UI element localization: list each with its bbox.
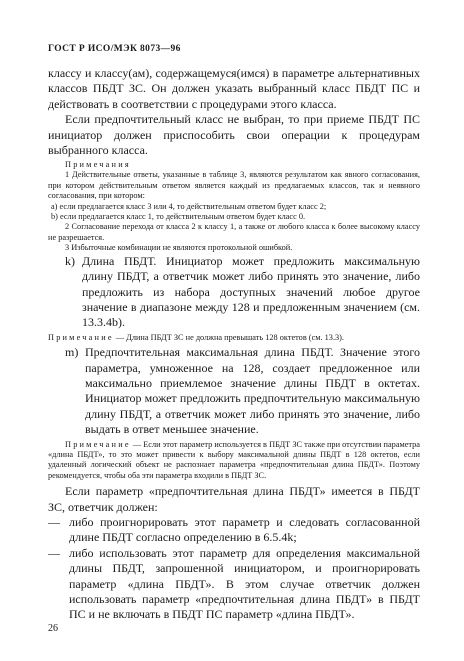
dash-item-1-text: либо проигнорировать этот параметр и следовать согласованной длине ПБДТ согласно определению в 6.5.4k; (69, 515, 420, 545)
note-1-item-a: а) если предлагается класс 3 или 4, то действительным ответом будет класс 2; (51, 201, 327, 211)
list-item-k-label: k) (65, 253, 75, 268)
note-1: 1 Действительные ответы, указанные в таблице 3, являются результатом как явного согласования, при котором действительным ответом является каждый из предлагаемых классов, так и неявного согласования, при котором: (48, 170, 420, 201)
note-m-text: — Если этот параметр используется в ПБДТ ЗС также при отсутствии параметра «длина ПБДТ», то это может привести к выбору максимальной длины ПБДТ в 128 октетов, если удаленный логический объект не распознает параметра «предпочтительная длина ПБДТ». Поэтому рекомендуется, чтобы оба эти параметра входили в ПБДТ ЗС. (48, 439, 420, 480)
document-page (48, 44, 420, 623)
list-item-m-label: m) (65, 345, 79, 360)
list-item-k (48, 254, 420, 331)
note-k (48, 333, 420, 343)
dash-item-2-marker: — (48, 545, 60, 560)
note-m-prefix: Примечание (65, 439, 131, 449)
dash-item-1 (48, 515, 420, 546)
paragraph-responder-intro: Если параметр «предпочтительная длина ПБДТ» имеется в ПБДТ ЗС, ответчик должен: (48, 484, 420, 514)
dash-item-2 (48, 546, 420, 623)
list-item-k-text: Длина ПБДТ. Инициатор может предложить максимальную длину ПБДТ, а ответчик может либо принять это значение, либо предложить из набора доступных значений любое другое значение в диапазоне между 128 и предложенным значением (см. 13.3.4b). (82, 253, 420, 330)
note-k-text: — Длина ПБДТ ЗС не должна превышать 128 октетов (см. 13.3). (113, 332, 345, 342)
note-k-prefix: Примечание (48, 332, 114, 342)
dash-item-1-marker: — (48, 515, 60, 529)
notes-heading: Примечания (65, 160, 131, 170)
paragraph-no-preferred-class: Если предпочтительный класс не выбран, то при приеме ПБДТ ПС инициатор должен приспособить свои операции к процедурам выбранного класса. (48, 112, 420, 158)
list-item-m-text: Предпочтительная максимальная длина ПБДТ. Значение этого параметра, умноженное на 128, создает предложенное или максимально приемлемое значение длины ПБДТ в октетах. Инициатор может предложить предпочтительную максимальную длину ПБДТ, а ответчик может либо принять это значение, либо выдать в ответ меньшее значение. (85, 345, 420, 437)
note-m (48, 440, 420, 482)
note-2: 2 Согласование перехода от класса 2 к классу 1, а также от любого класса к более высокому классу не разрешается. (48, 222, 420, 242)
note-3: 3 Избыточные комбинации не являются протокольной ошибкой. (65, 243, 293, 253)
document-header: ГОСТ Р ИСО/МЭК 8073—96 (48, 44, 181, 54)
note-1-item-b: b) если предлагается класс 1, то действительным ответом будет класс 0. (51, 212, 306, 222)
page-number: 26 (48, 623, 58, 634)
dash-item-2-text: либо использовать этот параметр для определения максимальной длины ПБДТ, запрошенной инициатором, и проигнорировать параметр «длина ПБДТ». В этом случае ответчик должен использовать параметр «предпочтительная длина ПБДТ» в ПБДТ ПС и не включать в ПБДТ ПС параметр «длина ПБДТ». (69, 545, 420, 622)
paragraph-continuation: классу и классу(ам), содержащемуся(имся) в параметре альтернативных классов ПБДТ ЗС. Он должен указать выбранный класс ПБДТ ПС и действовать в соответствии с процедурами этого класса. (48, 66, 420, 111)
list-item-m (48, 345, 420, 437)
